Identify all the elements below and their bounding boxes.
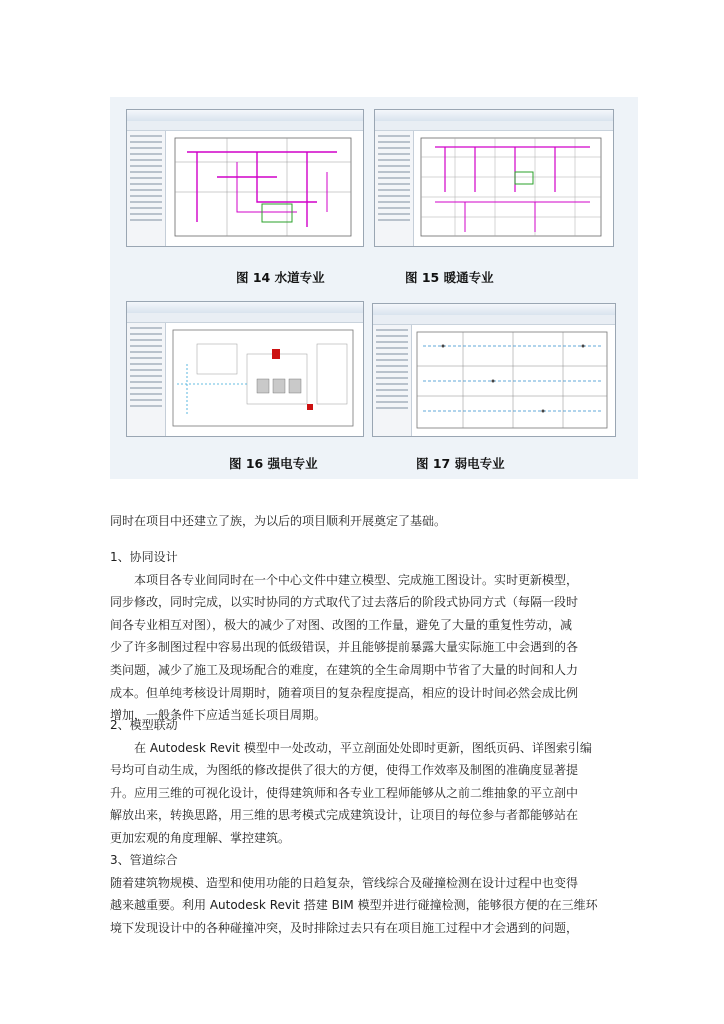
figure-caption: 图 17 弱电专业	[416, 456, 505, 471]
figure-panel	[110, 97, 638, 479]
text-line: 境下发现设计中的各种碰撞冲突，及时排除过去只有在项目施工过程中才会遇到的问题，	[110, 920, 579, 935]
screenshot-low-voltage	[372, 303, 616, 437]
text-line: 更加宏观的角度理解、掌控建筑。	[110, 830, 291, 845]
text-line: 号均可自动生成，为图纸的修改提供了很大的方便，使得工作效率及制图的准确度显著提	[110, 763, 579, 778]
section-heading: 1、协同设计	[110, 550, 178, 564]
text-line: 同步修改，同时完成，以实时协同的方式取代了过去落后的阶段式协同方式（每隔一段时	[110, 595, 579, 610]
text-line: 解放出来，转换思路，用三维的思考模式完成建筑设计，让项目的每位参与者都能够站在	[110, 808, 579, 823]
text-line: 升。应用三维的可视化设计，使得建筑师和各专业工程师能够从之前二维抽象的平立剖中	[110, 785, 579, 800]
screenshot-power	[126, 301, 364, 437]
section-heading: 3、管道综合	[110, 853, 178, 867]
text-line: 越来越重要。利用 Autodesk Revit 搭建 BIM 模型并进行碰撞检测，能够很方便的在三维环	[110, 898, 598, 913]
section-pipeline-integration	[110, 849, 598, 939]
text-line: 随着建筑物规模、造型和使用功能的日趋复杂，管线综合及碰撞检测在设计过程中也变得	[110, 875, 579, 890]
text-line: 成本。但单纯考核设计周期时，随着项目的复杂程度提高，相应的设计时间必然会成比例	[110, 685, 579, 700]
text-line: 在 Autodesk Revit 模型中一处改动，平立剖面处处即时更新，图纸页码、详图索引编	[134, 740, 592, 755]
text-line: 同时在项目中还建立了族，为以后的项目顺利开展奠定了基础。	[110, 514, 447, 528]
text-line: 类问题，减少了施工及现场配合的难度，在建筑的全生命周期中节省了大量的时间和人力	[110, 662, 579, 677]
text-line: 间各专业相互对图），极大的减少了对图、改图的工作量，避免了大量的重复性劳动，减	[110, 617, 573, 632]
text-line: 增加，一般条件下应适当延长项目周期。	[110, 708, 327, 723]
screenshot-hvac	[374, 109, 614, 247]
figure-caption: 图 14 水道专业	[236, 270, 325, 285]
text-line: 本项目各专业间同时在一个中心文件中建立模型、完成施工图设计。实时更新模型，	[134, 572, 579, 587]
section-heading: 2、模型联动	[110, 718, 178, 732]
screenshot-water-supply	[126, 109, 364, 247]
figure-caption: 图 15 暖通专业	[405, 270, 494, 285]
section-collaborative-design	[110, 546, 578, 727]
intro-paragraph	[110, 510, 446, 533]
section-model-linkage	[110, 714, 592, 850]
text-line: 少了许多制图过程中容易出现的低级错误，并且能够提前暴露大量实际施工中会遇到的各	[110, 640, 579, 655]
figure-caption: 图 16 强电专业	[229, 456, 318, 471]
